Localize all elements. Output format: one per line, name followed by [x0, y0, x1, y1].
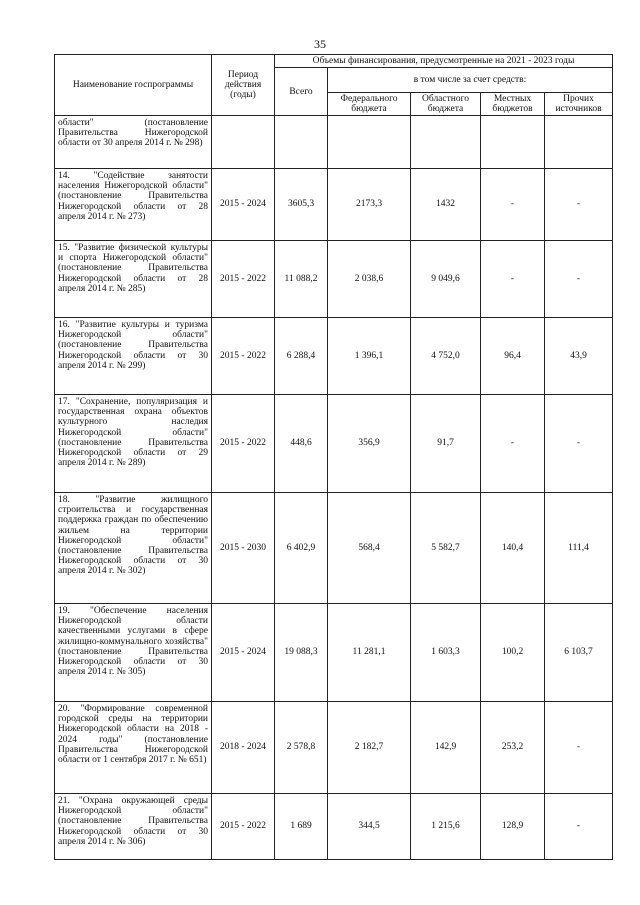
cell-total: 19 088,3 [275, 604, 328, 702]
cell-other: 43,9 [545, 318, 613, 395]
cell-other: - [545, 702, 613, 794]
cell-local: - [481, 241, 545, 318]
cell-federal [328, 116, 411, 169]
cell-total: 448,6 [275, 395, 328, 493]
cell-other: - [545, 794, 613, 860]
cell-federal: 356,9 [328, 395, 411, 493]
cell-period: 2018 - 2024 [212, 702, 275, 794]
cell-period: 2015 - 2024 [212, 169, 275, 241]
header-funding: Объемы финансирования, предусмотренные на 2021 - 2023 годы [275, 55, 613, 68]
cell-federal: 2173,3 [328, 169, 411, 241]
header-total: Всего [275, 68, 328, 116]
cell-period: 2015 - 2022 [212, 241, 275, 318]
cell-name: 20. "Формирование современной городской среды на территории Нижегородской области на 2018 - 2024 годы" (постановление Правительства Нижегородской области от 1 сентября 2017 г. № 651) [55, 702, 212, 794]
cell-federal: 568,4 [328, 493, 411, 604]
cell-regional: 1432 [411, 169, 481, 241]
programs-table [54, 54, 613, 860]
cell-regional: 4 752,0 [411, 318, 481, 395]
cell-name: 16. "Развитие культуры и туризма Нижегородской области" (постановление Правительства Нижегородской области от 30 апреля 2014 г. № 299) [55, 318, 212, 395]
cell-total: 2 578,8 [275, 702, 328, 794]
cell-local: 253,2 [481, 702, 545, 794]
cell-name: 15. "Развитие физической культуры и спорта Нижегородской области" (постановление Правительства Нижегородской области от 28 апреля 2014 г. № 285) [55, 241, 212, 318]
cell-period: 2015 - 2022 [212, 318, 275, 395]
table-row [55, 318, 613, 395]
cell-regional: 91,7 [411, 395, 481, 493]
cell-federal: 344,5 [328, 794, 411, 860]
page-number: 35 [314, 37, 326, 51]
cell-total: 1 689 [275, 794, 328, 860]
cell-federal: 11 281,1 [328, 604, 411, 702]
table-row [55, 794, 613, 860]
cell-other: - [545, 395, 613, 493]
header-other: Прочих источников [545, 92, 613, 115]
cell-period: 2015 - 2022 [212, 395, 275, 493]
cell-local: - [481, 395, 545, 493]
cell-other: 6 103,7 [545, 604, 613, 702]
cell-regional: 142,9 [411, 702, 481, 794]
header-name: Наименование госпрограммы [55, 55, 212, 116]
cell-period: 2015 - 2022 [212, 794, 275, 860]
cell-period: 2015 - 2030 [212, 493, 275, 604]
cell-name: области" (постановление Правительства Нижегородской области от 30 апреля 2014 г. № 298) [55, 116, 212, 169]
table-row [55, 241, 613, 318]
cell-local [481, 116, 545, 169]
cell-federal: 2 182,7 [328, 702, 411, 794]
cell-regional: 1 603,3 [411, 604, 481, 702]
cell-local: 128,9 [481, 794, 545, 860]
cell-regional: 9 049,6 [411, 241, 481, 318]
cell-other: 111,4 [545, 493, 613, 604]
table-row [55, 493, 613, 604]
table-body [55, 116, 613, 860]
cell-total [275, 116, 328, 169]
cell-period: 2015 - 2024 [212, 604, 275, 702]
header-period: Период действия (годы) [212, 55, 275, 116]
cell-local: - [481, 169, 545, 241]
header-federal: Федерального бюджета [328, 92, 411, 115]
cell-period [212, 116, 275, 169]
cell-total: 3605,3 [275, 169, 328, 241]
cell-other [545, 116, 613, 169]
cell-name: 18. "Развитие жилищного строительства и государственная поддержка граждан по обеспечению жильем на территории Нижегородской области" (постановление Правительства Нижегородской области от 30 апреля 2014 г. № 302) [55, 493, 212, 604]
table-row [55, 604, 613, 702]
cell-total: 11 088,2 [275, 241, 328, 318]
cell-regional: 5 582,7 [411, 493, 481, 604]
cell-name: 21. "Охрана окружающей среды Нижегородской области" (постановление Правительства Нижегородской области от 30 апреля 2014 г. № 306) [55, 794, 212, 860]
table-row [55, 702, 613, 794]
cell-regional [411, 116, 481, 169]
cell-regional: 1 215,6 [411, 794, 481, 860]
cell-local: 100,2 [481, 604, 545, 702]
header-including: в том числе за счет средств: [328, 68, 613, 92]
cell-name: 14. "Содействие занятости населения Нижегородской области" (постановление Правительства Нижегородской области от 28 апреля 2014 г. № 273) [55, 169, 212, 241]
header-local: Местных бюджетов [481, 92, 545, 115]
cell-other: - [545, 241, 613, 318]
cell-local: 96,4 [481, 318, 545, 395]
cell-local: 140,4 [481, 493, 545, 604]
cell-name: 19. "Обеспечение населения Нижегородской области качественными услугами в сфере жилищно-коммунального хозяйства" (постановление Правительства Нижегородской области от 30 апреля 2014 г. № 305) [55, 604, 212, 702]
cell-federal: 2 038,6 [328, 241, 411, 318]
cell-federal: 1 396,1 [328, 318, 411, 395]
header-regional: Областного бюджета [411, 92, 481, 115]
cell-other: - [545, 169, 613, 241]
cell-total: 6 288,4 [275, 318, 328, 395]
table-row [55, 116, 613, 169]
cell-name: 17. "Сохранение, популяризация и государственная охрана объектов культурного наследия Нижегородской области" (постановление Правительства Нижегородской области от 29 апреля 2014 г. № 289) [55, 395, 212, 493]
cell-total: 6 402,9 [275, 493, 328, 604]
table-row [55, 169, 613, 241]
table-row [55, 395, 613, 493]
